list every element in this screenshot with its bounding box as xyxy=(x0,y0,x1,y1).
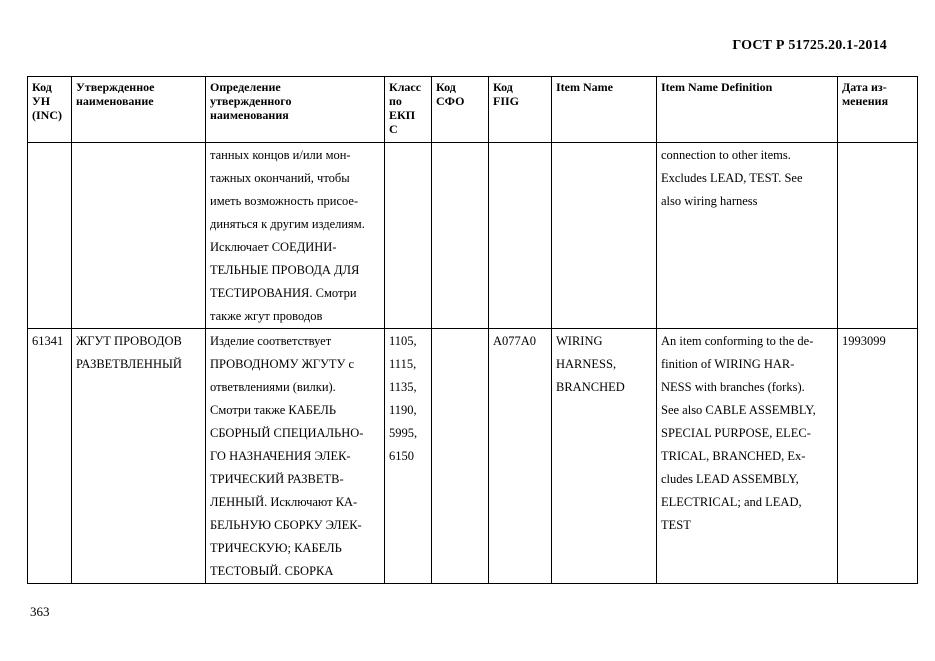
cell-class xyxy=(385,143,432,329)
classification-table xyxy=(27,76,918,584)
cell-approved-name: ЖГУТ ПРОВОДОВ РАЗВЕТВЛЕННЫЙ xyxy=(72,329,206,584)
header-fiig-code: Код FIIG xyxy=(489,77,552,143)
cell-change-date: 1993099 xyxy=(838,329,918,584)
cell-inc-code xyxy=(28,143,72,329)
page-number: 363 xyxy=(30,604,50,619)
table-row xyxy=(28,143,918,329)
cell-sfo-code xyxy=(432,143,489,329)
header-sfo-code: Код СФО xyxy=(432,77,489,143)
cell-sfo-code xyxy=(432,329,489,584)
cell-definition: танных концов и/или мон- тажных окончаний, чтобы иметь возможность присое- диняться к другим изделиям. Исключает СОЕДИНИ- ТЕЛЬНЫЕ ПРОВОДА ДЛЯ ТЕСТИРОВАНИЯ. Смотри также жгут проводов xyxy=(206,143,385,329)
table-row xyxy=(28,329,918,584)
cell-inc-code: 61341 xyxy=(28,329,72,584)
cell-item-name-definition: An item conforming to the de- finition of WIRING HAR- NESS with branches (forks). See also CABLE ASSEMBLY, SPECIAL PURPOSE, ELEC- TRICAL, BRANCHED, Ex- cludes LEAD ASSEMBLY, ELECTRICAL; and LEAD, TEST xyxy=(657,329,838,584)
cell-fiig-code: A077A0 xyxy=(489,329,552,584)
cell-fiig-code xyxy=(489,143,552,329)
header-item-name: Item Name xyxy=(552,77,657,143)
header-item-name-definition: Item Name Definition xyxy=(657,77,838,143)
cell-definition: Изделие соответствует ПРОВОДНОМУ ЖГУТУ с ответвлениями (вилки). Смотри также КАБЕЛЬ СБОРНЫЙ СПЕЦИАЛЬНО- ГО НАЗНАЧЕНИЯ ЭЛЕК- ТРИЧЕСКИЙ РАЗВЕТВ- ЛЕННЫЙ. Исключают КА- БЕЛЬНУЮ СБОРКУ ЭЛЕК- ТРИЧЕСКУЮ; КАБЕЛЬ ТЕСТОВЫЙ. СБОРКА xyxy=(206,329,385,584)
cell-item-name: WIRING HARNESS, BRANCHED xyxy=(552,329,657,584)
header-class: Класс по ЕКП С xyxy=(385,77,432,143)
header-approved-name: Утвержденное наименование xyxy=(72,77,206,143)
header-change-date: Дата из- менения xyxy=(838,77,918,143)
cell-change-date xyxy=(838,143,918,329)
header-definition: Определение утвержденного наименования xyxy=(206,77,385,143)
cell-class: 1105, 1115, 1135, 1190, 5995, 6150 xyxy=(385,329,432,584)
cell-item-name xyxy=(552,143,657,329)
header-inc-code: Код УН (INC) xyxy=(28,77,72,143)
cell-item-name-definition: connection to other items. Excludes LEAD, TEST. See also wiring harness xyxy=(657,143,838,329)
table-header-row xyxy=(28,77,918,143)
cell-approved-name xyxy=(72,143,206,329)
standard-header: ГОСТ Р 51725.20.1-2014 xyxy=(732,38,887,53)
